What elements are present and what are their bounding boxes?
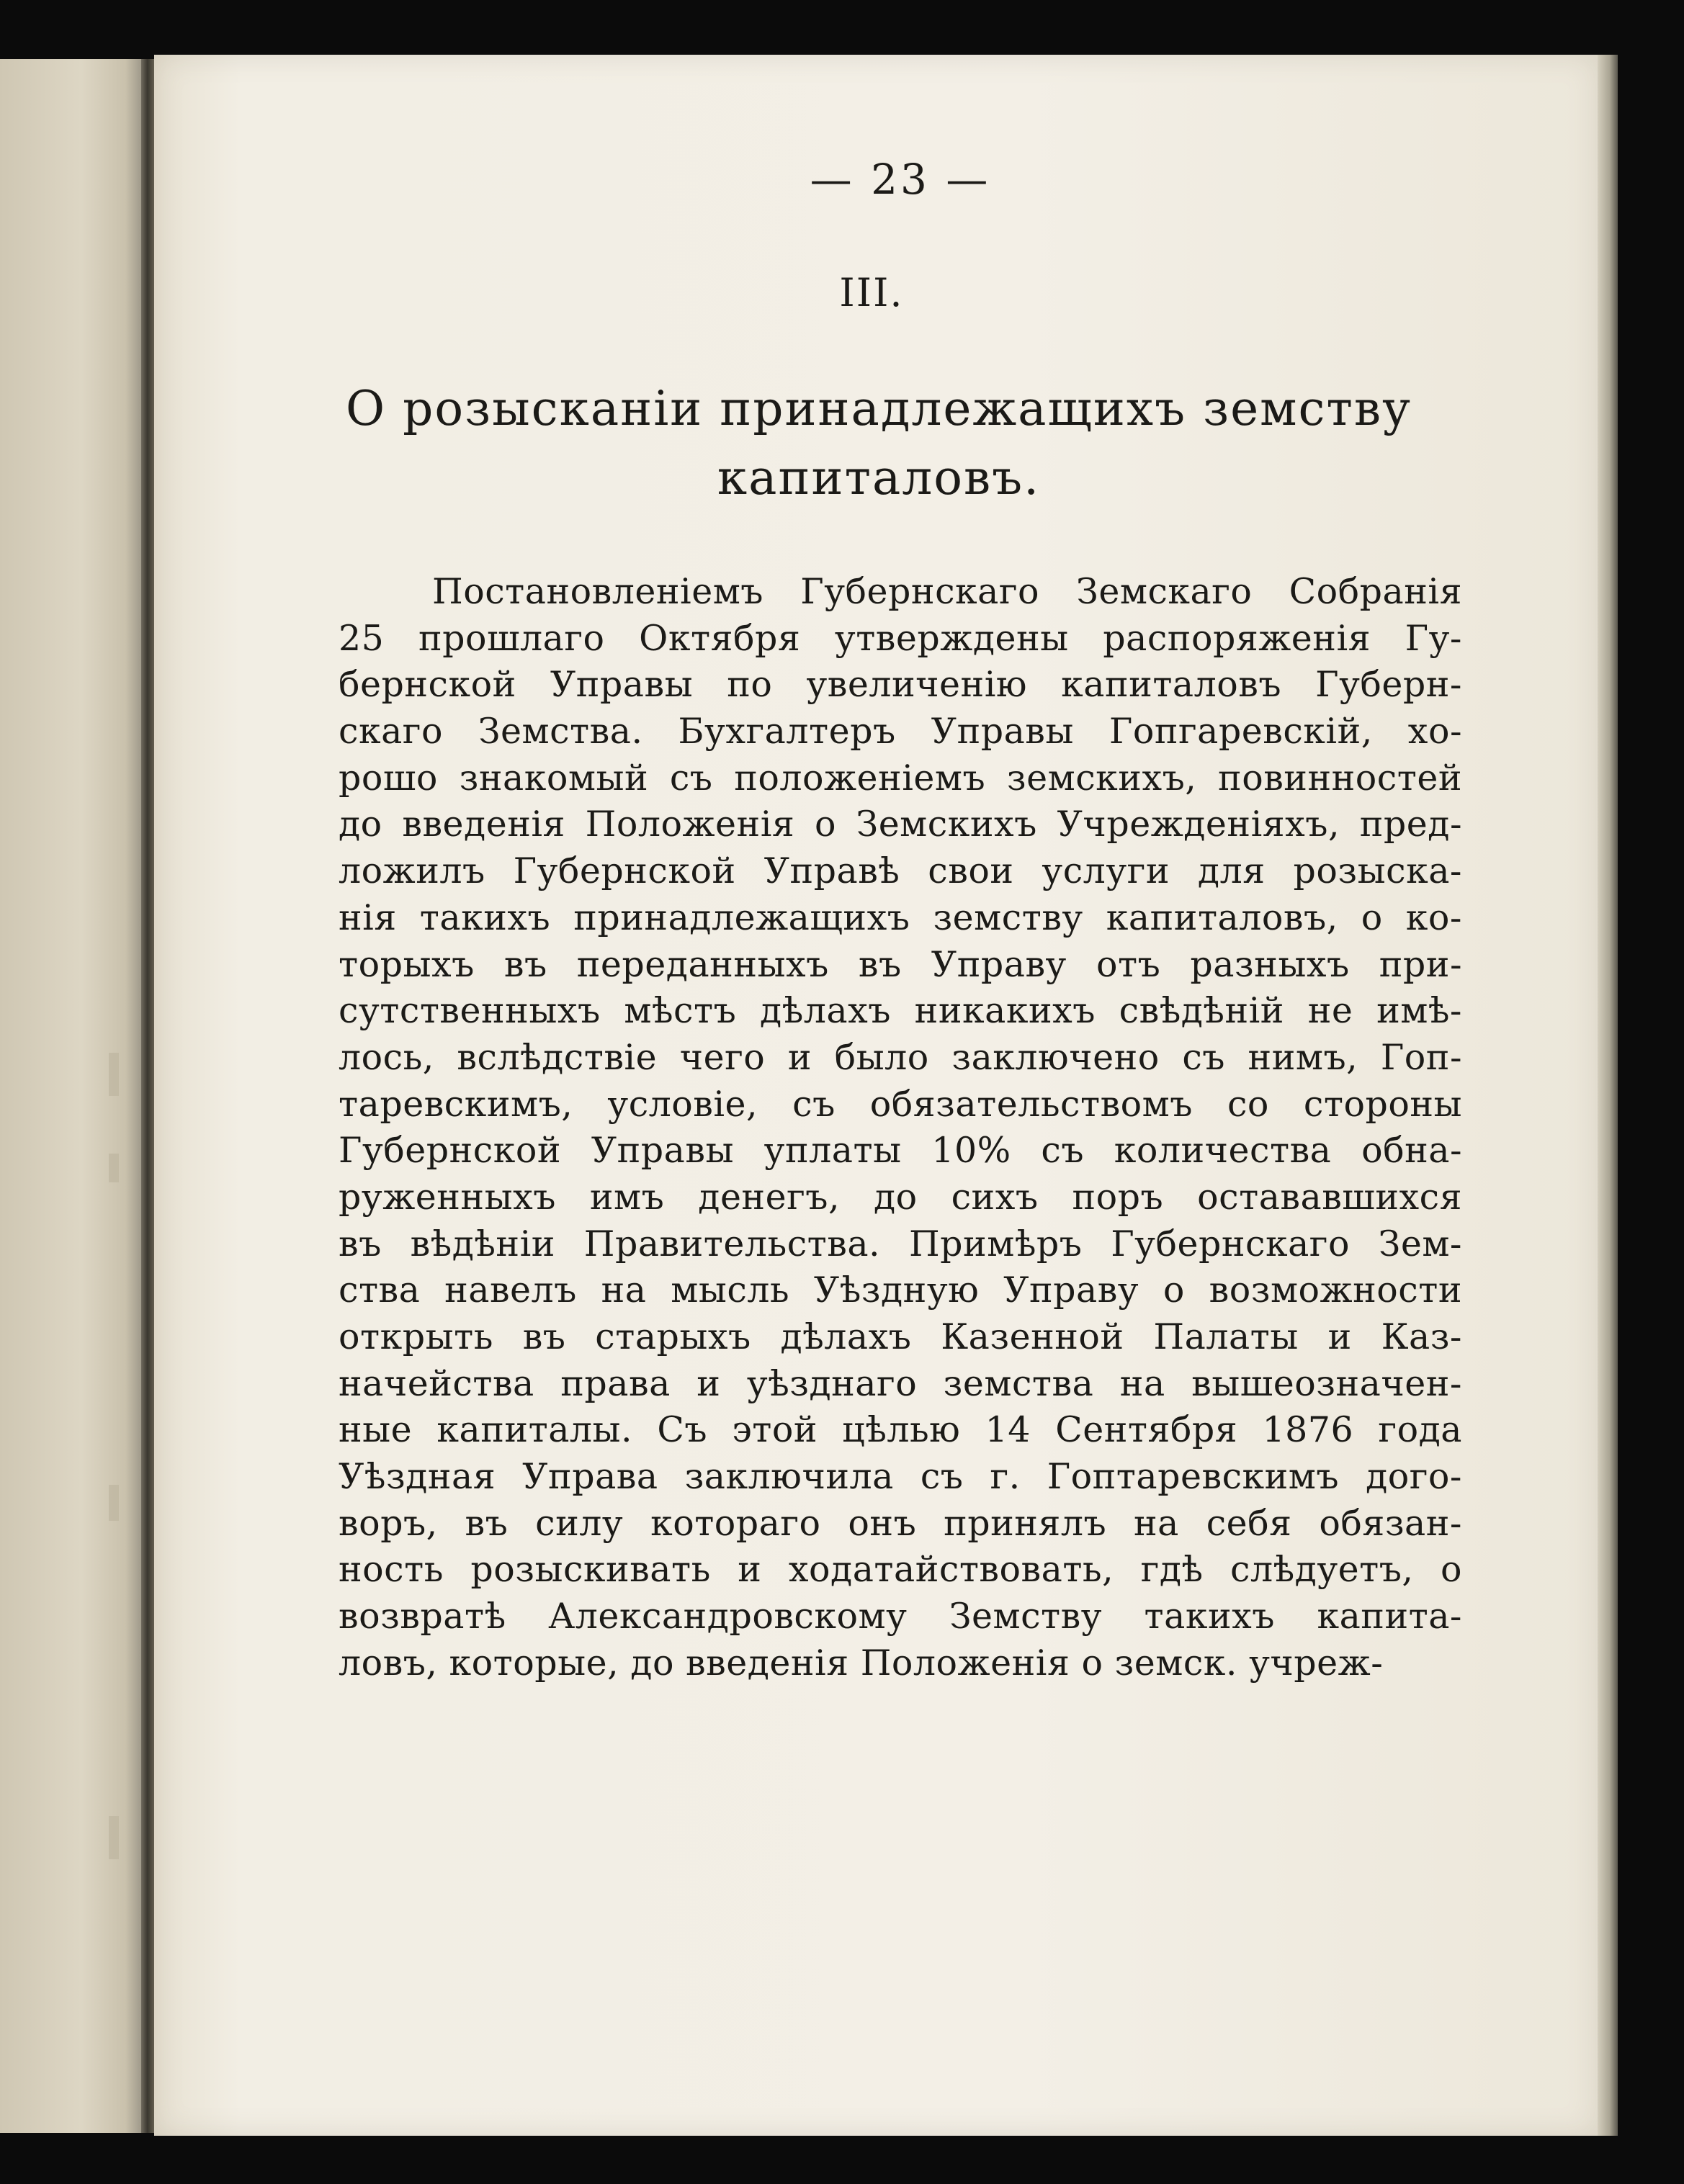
body-text — [339, 569, 1462, 1687]
text-line: въ вѣдѣніи Правительства. Примѣръ Губернскаго Зем- — [339, 1223, 1462, 1264]
page-right-edge — [1598, 55, 1618, 2136]
text-line: ловъ, которые, до введенія Положенія о земск. учреж- — [339, 1642, 1384, 1684]
text-line: торыхъ въ переданныхъ въ Управу отъ разныхъ при- — [339, 943, 1462, 985]
page-edge-mark — [109, 1816, 119, 1859]
text-line: рошо знакомый съ положеніемъ земскихъ, повинностей — [339, 757, 1462, 799]
text-line: Губернской Управы уплаты 10% съ количества обна- — [339, 1130, 1462, 1172]
text-line: таревскимъ, условіе, съ обязательствомъ со стороны — [339, 1083, 1462, 1125]
text-line: 25 прошлаго Октября утверждены распоряженія Гу- — [339, 617, 1462, 659]
text-line: открыть въ старыхъ дѣлахъ Казенной Палаты и Каз- — [339, 1316, 1462, 1357]
page-edge-mark — [109, 1485, 119, 1521]
text-line: ложилъ Губернской Управѣ свои услуги для розыска- — [339, 850, 1462, 892]
text-line: руженныхъ имъ денегъ, до сихъ поръ остававшихся — [339, 1176, 1462, 1218]
section-heading — [346, 374, 1412, 513]
text-line: сутственныхъ мѣстъ дѣлахъ никакихъ свѣдѣній не имѣ- — [339, 990, 1462, 1032]
text-line: начейства права и уѣзднаго земства на вышеозначен- — [339, 1362, 1462, 1404]
text-line: скаго Земства. Бухгалтеръ Управы Гопгаревскій, хо- — [339, 711, 1462, 752]
text-line: нія такихъ принадлежащихъ земству капиталовъ, о ко- — [339, 896, 1462, 938]
section-number: III. — [839, 270, 904, 315]
page-number: — 23 — — [810, 155, 991, 204]
page-edge-mark — [109, 1053, 119, 1096]
text-line: ства навелъ на мысль Уѣздную Управу о возможности — [339, 1269, 1462, 1311]
text-line: Постановленіемъ Губернскаго Земскаго Собранія — [432, 571, 1462, 612]
text-line: воръ, въ силу котораго онъ принялъ на себя обязан- — [339, 1502, 1462, 1544]
text-line: до введенія Положенія о Земскихъ Учрежденіяхъ, пред- — [339, 804, 1462, 845]
text-line: Уѣздная Управа заключила съ г. Гоптаревскимъ дого- — [339, 1456, 1462, 1498]
page-edge-mark — [109, 1154, 119, 1182]
text-line: лось, вслѣдствіе чего и было заключено съ нимъ, Гоп- — [339, 1036, 1462, 1078]
text-line: бернской Управы по увеличенію капиталовъ Губерн- — [339, 664, 1462, 706]
heading-line: О розысканіи принадлежащихъ земству — [346, 381, 1412, 436]
heading-line: капиталовъ. — [717, 450, 1041, 505]
text-line: ность розыскивать и ходатайствовать, гдѣ слѣдуетъ, о — [339, 1549, 1462, 1591]
text-line: возвратѣ Александровскому Земству такихъ капита- — [339, 1596, 1462, 1637]
previous-page-edge — [0, 59, 148, 2133]
text-line: ные капиталы. Съ этой цѣлью 14 Сентября 1876 года — [339, 1409, 1462, 1451]
